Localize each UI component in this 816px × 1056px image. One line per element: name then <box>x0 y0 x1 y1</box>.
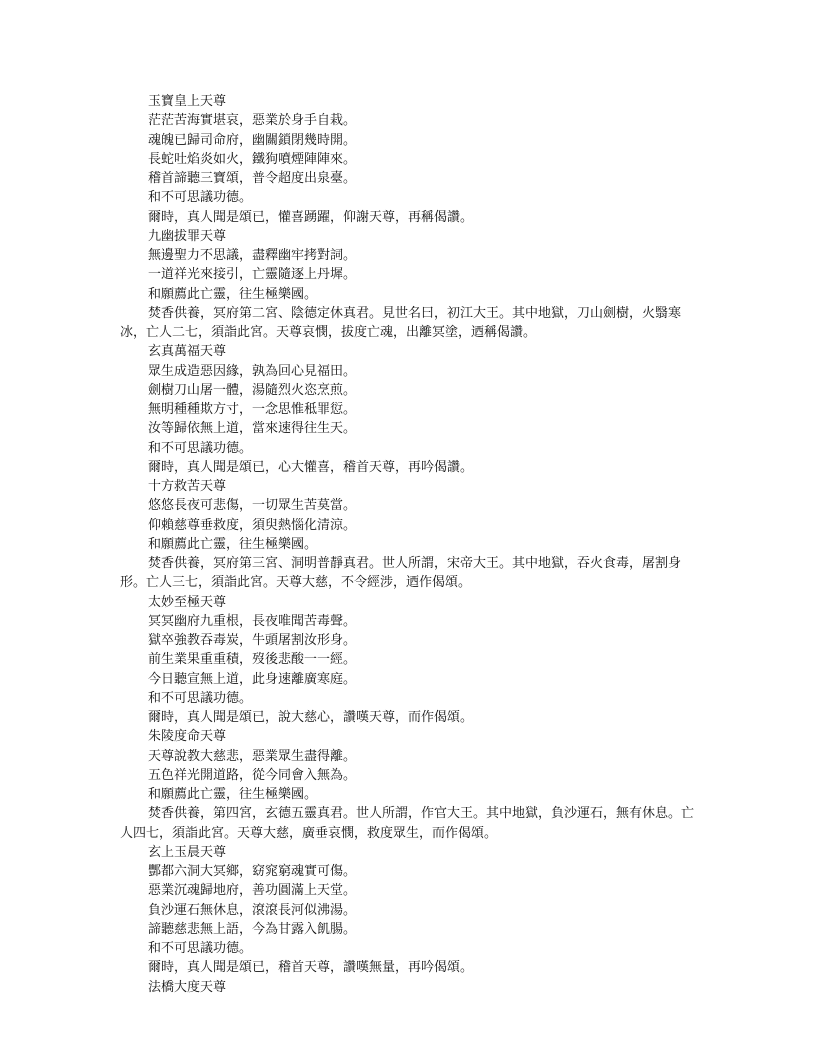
text-line: 爾時，真人聞是頌已，懽喜踴躍，仰謝天尊，再稱偈讚。 <box>148 209 474 225</box>
text-line: 無明種種欺方寸，一念思惟秪罪愆。 <box>148 402 357 417</box>
text-line: 諦聽慈悲無上語，今為甘露入飢腸。 <box>148 921 357 937</box>
text-line: 和不可思議功德。 <box>148 440 253 456</box>
text-line: 酆都六洞大冥鄉，窈窕窮魂實可傷。 <box>148 864 357 879</box>
text-line: 和不可思議功德。 <box>148 190 253 206</box>
text-line: 獄卒強教吞毒炭，牛頭屠割汝形身。 <box>148 633 357 648</box>
text-line: 魂魄已歸司命府，幽關鎖閉幾時開。 <box>148 132 357 148</box>
text-line: 五色祥光開道路，從今同會入無為。 <box>148 767 357 783</box>
text-line: 和願薦此亡靈，往生極樂國。 <box>148 536 318 552</box>
text-line: 玄真萬福天尊 <box>148 344 227 360</box>
text-line: 負沙運石無休息，滾滾長河似沸湯。 <box>148 902 357 918</box>
text-line: 今日聽宣無上道，此身速離廣寒庭。 <box>148 671 357 687</box>
text-line: 汝等歸依無上道，當來速得往生天。 <box>148 421 357 437</box>
prose-paragraph: 焚香供養，冥府第三宮、洞明普靜真君。世人所謂，宋帝大王。其中地獄，吞火食毒，屠割身形。亡人三七，須詣此宮。天尊大慈，不令經涉，迺作偈頌。 <box>120 556 682 591</box>
scripture-text <box>120 92 705 997</box>
text-line: 長蛇吐焰炎如火，鐵狗噴煙陣陣來。 <box>148 151 357 167</box>
text-line: 一道祥光來接引，亡靈隨逐上丹墀。 <box>148 267 357 283</box>
text-line: 和願薦此亡靈，往生極樂國。 <box>148 286 318 302</box>
text-line: 朱陵度命天尊 <box>148 729 227 745</box>
text-line: 和不可思議功德。 <box>148 941 253 956</box>
text-line: 前生業果重重積，歿後悲酸一一經。 <box>148 652 357 668</box>
text-line: 劍樹刀山屠一體，湯隨烈火恣烹煎。 <box>148 382 357 398</box>
prose-paragraph: 焚香供養，冥府第二宮、陰德定休真君。見世名曰，初江大王。其中地獄，刀山劍樹，火翳寒冰，亡人二七，須詣此宮。天尊哀憫，拔度亡魂，出離冥塗，迺稱偈讚。 <box>120 305 682 340</box>
prose-paragraph: 焚香供養，第四宮，玄德五靈真君。世人所謂，作官大王。其中地獄，負沙運石，無有休息。亡人四七，須詣此宮。天尊大慈，廣垂哀憫，救度眾生，而作偈頌。 <box>120 806 695 841</box>
text-line: 玉寶皇上天尊 <box>148 94 227 109</box>
text-line: 悠悠長夜可悲傷，一切眾生苦莫當。 <box>148 498 357 514</box>
text-line: 無邊聖力不思議，盡釋幽牢拷對詞。 <box>148 248 357 263</box>
text-line: 稽首諦聽三寶頌，普令超度出泉臺。 <box>148 171 357 186</box>
text-line: 和不可思議功德。 <box>148 690 253 706</box>
text-line: 法橋大度天尊 <box>148 979 227 995</box>
text-line: 冥冥幽府九重根，長夜唯聞苦毒聲。 <box>148 613 357 629</box>
text-line: 眾生成造惡因緣，孰為回心見福田。 <box>148 363 357 379</box>
text-line: 玄上玉晨天尊 <box>148 844 227 860</box>
text-line: 爾時，真人聞是頌已，心大懽喜，稽首天尊，再吟偈讚。 <box>148 459 474 475</box>
text-line: 惡業沉魂歸地府，善功圓滿上天堂。 <box>148 883 357 899</box>
text-line: 爾時，真人聞是頌已，說大慈心，讚嘆天尊，而作偈頌。 <box>148 710 474 725</box>
text-line: 仰賴慈尊垂救度，須臾熱惱化清涼。 <box>148 517 357 533</box>
text-line: 茫茫苦海實堪哀，惡業於身手自栽。 <box>148 113 357 129</box>
text-line: 和願薦此亡靈，往生極樂國。 <box>148 787 318 802</box>
text-line: 九幽拔罪天尊 <box>148 228 227 244</box>
text-line: 太妙至極天尊 <box>148 594 227 610</box>
text-line: 十方救苦天尊 <box>148 479 227 494</box>
text-line: 天尊說教大慈悲，惡業眾生盡得離。 <box>148 748 357 764</box>
text-line: 爾時，真人聞是頌已，稽首天尊，讚嘆無量，再吟偈頌。 <box>148 960 474 976</box>
